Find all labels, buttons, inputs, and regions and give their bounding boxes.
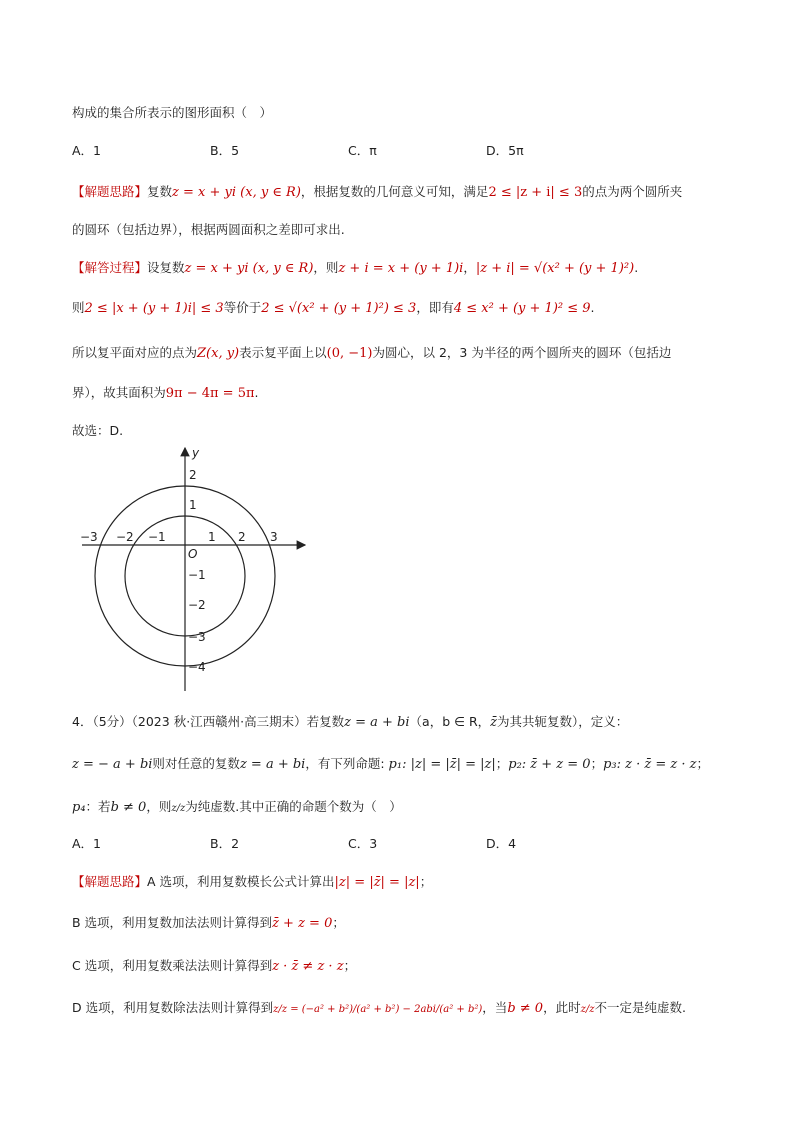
- text: ，根据复数的几何意义可知，满足: [300, 184, 489, 199]
- formula: z · z̄ ≠ z · z: [272, 959, 344, 974]
- q3-process-line-4: [72, 383, 259, 401]
- q4-idea-b: [72, 913, 345, 931]
- text: C 选项，利用复数乘法法则计算得到: [72, 958, 273, 973]
- y-tick: 2: [189, 468, 197, 482]
- annulus-figure: [72, 445, 312, 695]
- text: 设复数: [147, 260, 185, 275]
- q4-idea-a: [72, 872, 432, 890]
- formula: 2 ≤ |x + (y + 1)i| ≤ 3: [84, 301, 224, 316]
- formula: 2 ≤ |z + i| ≤ 3: [488, 185, 583, 200]
- formula: 2 ≤ √(x² + (y + 1)²) ≤ 3: [261, 301, 417, 316]
- text: 表示复平面上以: [239, 345, 327, 360]
- text: ，当: [482, 1000, 508, 1015]
- y-tick: −3: [188, 630, 206, 644]
- formula: b ≠ 0: [507, 1001, 544, 1016]
- text: ，此时: [543, 1000, 581, 1015]
- q3-option-a: A．1: [72, 143, 102, 158]
- formula: z + i = x + (y + 1)i: [338, 261, 464, 276]
- text: ，: [463, 260, 476, 275]
- text: .: [634, 260, 639, 275]
- text: ，即有: [416, 300, 454, 315]
- text: ；: [495, 756, 509, 771]
- text: A 选项，利用复数模长公式计算出: [147, 874, 335, 889]
- x-tick: 3: [270, 530, 278, 544]
- formula: p₄: [72, 800, 86, 815]
- q4-option-d: D．4: [486, 836, 517, 851]
- text: ：若: [85, 799, 111, 814]
- text: .: [590, 300, 595, 315]
- text: 4．（5分）（2023 秋·江西赣州·高三期末）若复数: [72, 714, 345, 729]
- origin-label: O: [188, 547, 198, 561]
- text: B 选项，利用复数加法法则计算得到: [72, 915, 273, 930]
- y-tick: −2: [188, 598, 206, 612]
- text: ；: [696, 756, 710, 771]
- idea-label: 【解题思路】: [72, 184, 148, 199]
- formula: (0, −1): [326, 346, 373, 361]
- formula: |z + i| = √(x² + (y + 1)²): [475, 261, 635, 276]
- y-tick: 1: [189, 498, 197, 512]
- formula: z = − a + bi: [72, 757, 153, 772]
- q3-option-d: D．5π: [486, 143, 524, 158]
- formula: p₃: z · z̄ = z · z: [603, 757, 697, 772]
- text: 为圆心，以 2，3 为半径的两个圆所夹的圆环（包括边: [372, 345, 672, 360]
- q3-process-line-2: [72, 298, 595, 316]
- q4-option-b: B．2: [210, 836, 240, 851]
- formula: p₂: z̄ + z = 0: [508, 757, 591, 772]
- formula: z/z: [580, 1004, 595, 1015]
- text: 不一定是纯虚数.: [594, 1000, 686, 1015]
- text: .: [254, 385, 259, 400]
- x-tick: −2: [116, 530, 134, 544]
- text: ；: [419, 874, 433, 889]
- q4-idea-c: [72, 956, 356, 974]
- formula: z = a + bi: [239, 757, 306, 772]
- text: ；: [590, 756, 604, 771]
- q4-stem-line-3: [72, 797, 402, 815]
- x-tick: −1: [148, 530, 166, 544]
- x-tick: 1: [208, 530, 216, 544]
- formula: z = x + yi (x, y ∈ R): [172, 185, 301, 200]
- formula: |z| = |z̄| = |z|: [334, 875, 420, 890]
- text: D 选项，利用复数除法法则计算得到: [72, 1000, 274, 1015]
- q3-option-c: C．π: [348, 143, 377, 158]
- text: 所以复平面对应的点为: [72, 345, 198, 360]
- text: ；: [332, 915, 345, 930]
- text: ，则: [313, 260, 339, 275]
- formula: 4 ≤ x² + (y + 1)² ≤ 9: [453, 301, 591, 316]
- q4-stem-line-1: [72, 712, 628, 730]
- formula: b ≠ 0: [110, 800, 147, 815]
- formula: 9π − 4π = 5π: [165, 386, 255, 401]
- idea-label: 【解题思路】: [72, 874, 148, 889]
- text: ；: [343, 958, 357, 973]
- x-tick: 2: [238, 530, 246, 544]
- formula: Z(x, y): [197, 346, 240, 361]
- q3-process-line-1: [72, 258, 638, 276]
- q4-idea-d: [72, 998, 686, 1016]
- text: 为其共轭复数），定义：: [497, 714, 629, 729]
- process-label: 【解答过程】: [72, 260, 148, 275]
- q3-stem-tail: 构成的集合所表示的图形面积（ ）: [72, 105, 273, 120]
- q4-stem-line-2: [72, 754, 709, 772]
- q4-option-a: A．1: [72, 836, 102, 851]
- text: 等价于: [223, 300, 262, 315]
- q3-answer: 故选：D.: [72, 423, 124, 438]
- text: ，则: [146, 799, 172, 814]
- q3-idea-line-1: [72, 182, 682, 200]
- formula: z̄: [490, 715, 498, 730]
- formula: z/z: [171, 803, 186, 814]
- formula: z̄ + z = 0: [272, 916, 333, 931]
- text: 则对任意的复数: [152, 756, 240, 771]
- y-axis-label: y: [192, 446, 200, 460]
- formula: p₁: |z| = |z̄| = |z|: [388, 757, 496, 772]
- formula: z = a + bi: [344, 715, 410, 730]
- q3-option-b: B．5: [210, 143, 240, 158]
- q3-idea-line-2: 的圆环（包括边界），根据两圆面积之差即可求出.: [72, 222, 345, 237]
- formula: z/z = (−a² + b²)/(a² + b²) − 2abi/(a² + b²): [273, 1004, 483, 1015]
- q3-process-line-3: [72, 343, 671, 361]
- q4-option-c: C．3: [348, 836, 378, 851]
- y-tick: −4: [188, 660, 206, 674]
- x-tick: −3: [80, 530, 98, 544]
- text: 界），故其面积为: [72, 385, 166, 400]
- text: 则: [72, 300, 85, 315]
- formula: z = x + yi (x, y ∈ R): [184, 261, 314, 276]
- text: （a，b ∈ R，: [409, 714, 491, 729]
- y-tick: −1: [188, 568, 206, 582]
- text: ，有下列命题:: [305, 756, 385, 771]
- text: 为纯虚数.其中正确的命题个数为（ ）: [185, 799, 402, 814]
- text: 的点为两个圆所夹: [582, 184, 683, 199]
- text: 复数: [147, 184, 173, 199]
